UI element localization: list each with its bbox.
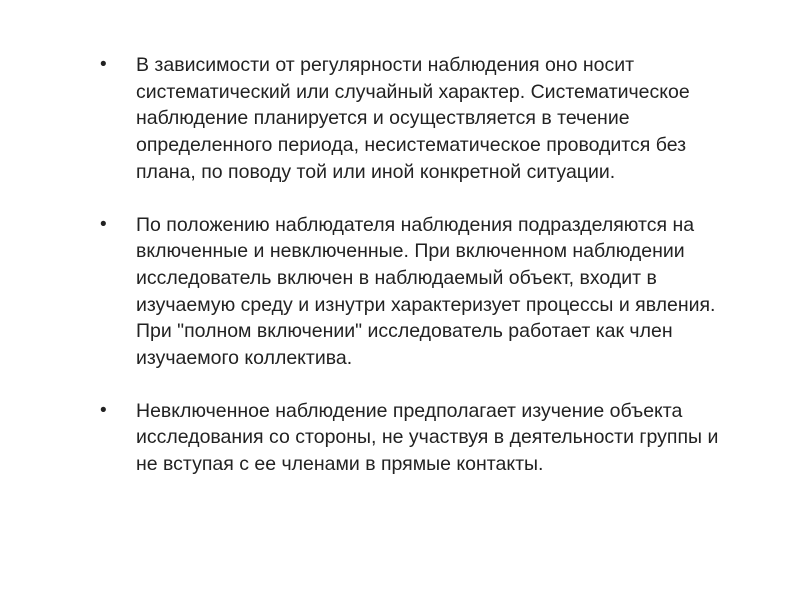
bullet-item [100,52,740,186]
bullet-dot-icon: • [100,399,107,421]
bullet-item [100,398,740,478]
bullet-text: Невключенное наблюдение предполагает изучение объекта исследования со стороны, не участвуя в деятельности группы и не вступая с ее членами в прямые контакты. [136,399,719,476]
bullet-dot-icon: • [100,54,107,75]
bullet-text: По положению наблюдателя наблюдения подразделяются на включенные и невключенные. При включенном наблюдении исследователь включен в наблюдаемый объект, входит в изучаемую среду и изнутри характеризует процессы и явления. При "полном включении" исследователь работает как член изучаемого коллектива. [136,213,716,370]
bullet-list [100,52,740,504]
bullet-item [100,212,740,372]
bullet-text: В зависимости от регулярности наблюдения оно носит систематический или случайный характер. Систематическое наблюдение планируется и осуществляется в течение определенного периода, несистематическое проводится без плана, по поводу той или иной конкретной ситуации. [136,54,690,183]
bullet-dot-icon: • [100,213,107,235]
